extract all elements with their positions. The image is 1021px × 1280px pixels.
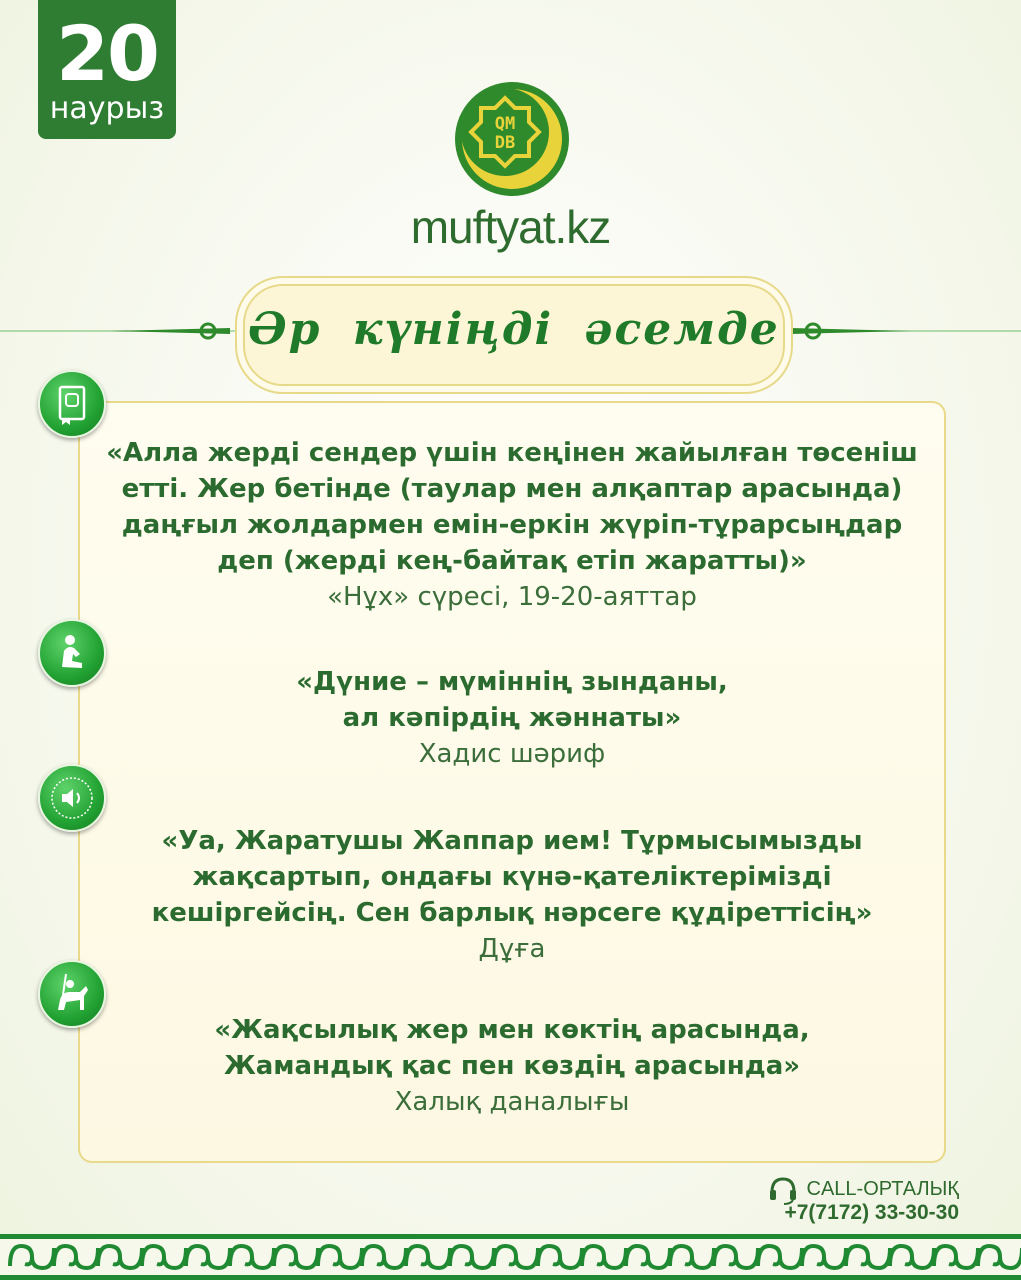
- bottom-ornament-border: [0, 1234, 1021, 1280]
- quote-text: «Уа, Жаратушы Жаппар ием! Тұрмысымызды жақсартып, ондағы күнә-қателіктерімізді кешіргейсің. Сен барлық нәрсеге құдіреттісің»: [151, 826, 873, 928]
- quote-block-quran: [78, 435, 946, 615]
- muftyat-logo-icon: [453, 80, 571, 198]
- call-center-label: CALL-ОРТАЛЫҚ: [806, 1178, 959, 1200]
- call-center: [767, 1178, 960, 1225]
- logo-text-bottom: DB: [494, 133, 516, 153]
- quran-book-icon: [38, 370, 106, 438]
- quote-text: «Алла жерді сендер үшін кеңінен жайылған төсеніш етті. Жер бетінде (таулар мен алқаптар арасында) даңғыл жолдармен емін-еркін жүріп-тұрарсыңдар деп (жерді кең-байтақ етіп жаратты)»: [106, 438, 918, 576]
- quote-source: Хадис шәриф: [418, 739, 606, 769]
- date-badge: [38, 0, 176, 139]
- quote-block-hadith: [78, 664, 946, 772]
- headset-icon: [767, 1174, 799, 1206]
- date-month: наурыз: [49, 91, 165, 126]
- quote-text: «Дүние – мүміннің зынданы, ал кәпірдің жәннаты»: [296, 667, 728, 733]
- quote-text: «Жақсылық жер мен көктің арасында, Жамандық қас пен көздің арасында»: [214, 1015, 810, 1081]
- date-day: 20: [56, 9, 158, 98]
- quote-block-proverb: [78, 1012, 946, 1120]
- logo-text-top: QM: [494, 114, 516, 134]
- quote-source: Дұға: [478, 934, 546, 964]
- banner-title: Әр күніңді әсемде: [248, 304, 780, 355]
- quote-source: «Нұх» сүресі, 19-20-аяттар: [327, 582, 697, 612]
- title-banner: [243, 284, 785, 386]
- quote-block-dua: [78, 823, 946, 967]
- speaker-icon: [38, 764, 106, 832]
- call-center-phone[interactable]: +7(7172) 33-30-30: [784, 1201, 959, 1224]
- site-name: muftyat.kz: [410, 201, 611, 253]
- quote-source: Халық даналығы: [394, 1087, 630, 1117]
